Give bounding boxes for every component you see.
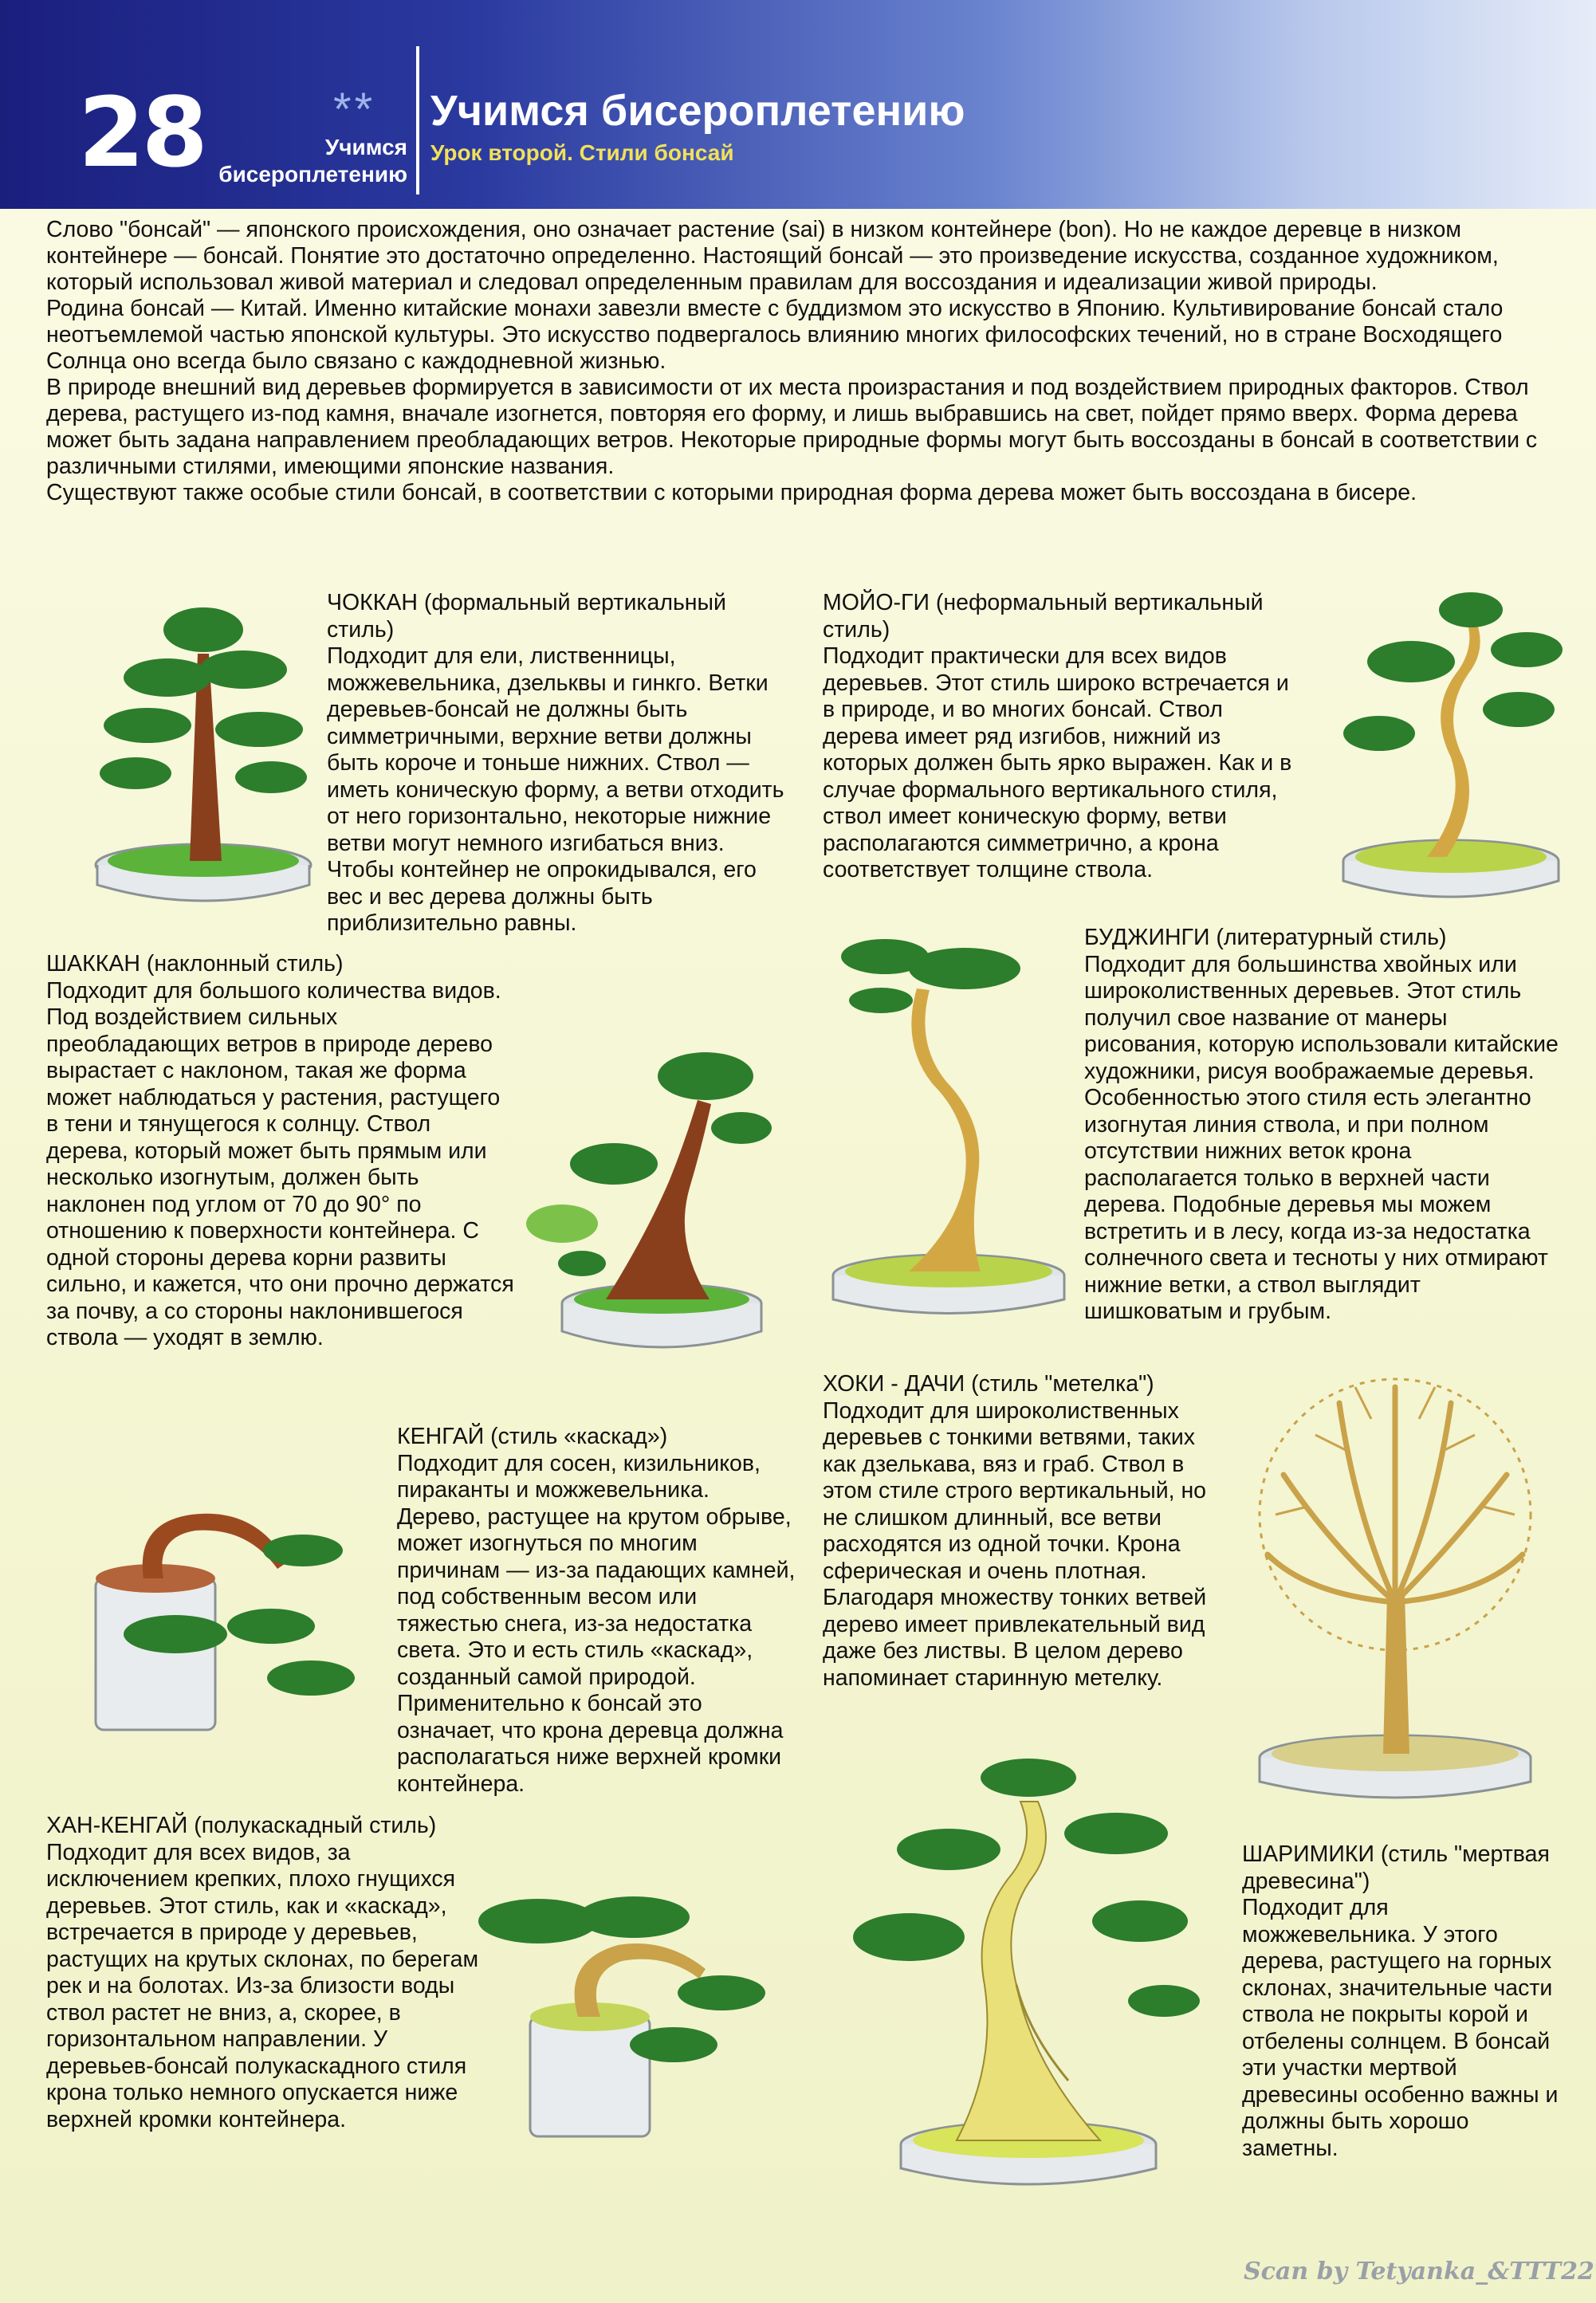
chokkan-tree-illustration (88, 582, 319, 909)
style-chokkan (327, 590, 797, 937)
series-label (188, 134, 407, 188)
decorative-stars: ** (333, 84, 376, 136)
series-label-line1: Учимся (324, 135, 407, 159)
style-bunjingi (1084, 925, 1563, 1326)
sharimiki-tree-illustration (829, 1746, 1228, 2200)
intro-paragraph: Родина бонсай — Китай. Именно китайские монахи завезли вместе с буддизмом это искусство в Японию. Культивирование бонсай стало неотъемлемой частью японской культуры. Это искусство подвергалось влиянию многих философских течений, но в стране Восходящего Солнца оно всегда было связано с каждодневной жизнью. (46, 296, 1504, 374)
style-bunjingi-text: БУДЖИНГИ (литературный стиль) Подходит для большинства хвойных или широколиственных деревьев. Этот стиль получил свое название от манеры рисования, которую использовали китайские художники, рисуя воображаемые деревья. Особенностью этого стиля есть элегантно изогнутая линия ствола, и при полном отсутствии нижних веток крона располагается только в верхней части дерева. Подобные деревья мы можем встретить и в лесу, когда из-за недостатка солнечного света и тесноты у них отмирают нижние ветки, а ствол выглядит шишковатым и грубым. (1084, 925, 1559, 1324)
intro-paragraph: В природе внешний вид деревьев формируется в зависимости от их места произрастания и под воздействием природных факторов. Ствол дерева, растущего из-под камня, вначале изогнется, повторяя его форму, и лишь выбравшись на свет, пойдет прямо вверх. Форма дерева может быть задана направлением преобладающих ветров. Некоторые природные формы могут быть воссозданы в бонсай в соответствии с различными стилями, имеющими японские названия. (46, 375, 1538, 479)
intro-paragraph: Слово "бонсай" — японского происхождения, оно означает растение (sai) в низком контейнере (bon). Но не каждое деревце в низком контейнере — бонсай. Понятие это достаточно определенно. Настоящий бонсай — это произведение искусства, созданное художником, который использовал живой материал и следовал определенным правилам для воссоздания и идеализации живой природы. (46, 217, 1499, 295)
header-divider (416, 46, 419, 195)
shakkan-tree-illustration (526, 1028, 773, 1371)
style-shakkan-text: ШАККАН (наклонный стиль) Подходит для большого количества видов. Под воздействием сильных преобладающих ветров в природе дерево вырастает с наклоном, такая же форма может наблюдаться у растения, растущего в тени и тянущегося к солнцу. Ствол дерева, который может быть прямым или несколько изогнутым, должен быть наклонен под углом от 70 до 90° по отношению к поверхности контейнера. С одной стороны дерева корни развиты сильно, и кажется, что они прочно держатся за почву, а со стороны наклонившегося ствола — уходят в землю. (46, 951, 514, 1350)
style-chokkan-text: ЧОККАН (формальный вертикальный стиль) Подходит для ели, лиственницы, можжевельника, дзельквы и гинкго. Ветки деревьев-бонсай не должны быть симметричными, верхние ветви должны быть короче и тоньше нижних. Ствол — иметь коническую форму, а ветви отходить от него горизонтально, некоторые нижние ветви могут немного изгибаться вниз. Чтобы контейнер не опрокидывался, его вес и вес дерева должны быть приблизительно равны. (327, 590, 784, 936)
style-moyogi (823, 590, 1293, 884)
hankengai-tree-illustration (466, 1873, 769, 2152)
intro-paragraph: Существуют также особые стили бонсай, в соответствии с которыми природная форма дерева может быть воссоздана в бисере. (46, 480, 1417, 505)
style-hokidachi-text: ХОКИ - ДАЧИ (стиль "метелка") Подходит для широколиственных деревьев с тонкими ветвями, таких как дзелькава, вяз и граб. Ствол в этом стиле строго вертикальный, но не слишком длинный, все ветви расходятся из одной точки. Крона сферическая и очень плотная. Благодаря множеству тонких ветвей дерево имеет привлекательный вид даже без листвы. В целом дерево напоминает старинную метелку. (823, 1371, 1207, 1691)
moyogi-tree-illustration (1331, 574, 1570, 909)
scan-signature: Scan by Tetyanka_&TTT22 (1244, 2258, 1594, 2285)
hokidachi-tree-illustration (1228, 1355, 1563, 1810)
page-header (0, 0, 1596, 209)
series-label-line2: бисероплетению (218, 162, 407, 187)
intro-text (46, 217, 1561, 506)
style-kengai (397, 1424, 796, 1798)
style-sharimiki-text: ШАРИМИКИ (стиль "мертвая древесина") Подходит для можжевельника. У этого дерева, растущего на горных склонах, значительные части ствола не покрыты корой и отбелены солнцем. В бонсай эти участки мертвой древесины особенно важны и должны быть хорошо заметны. (1242, 1841, 1559, 2161)
page-number: 28 (78, 78, 205, 189)
page-subtitle: Урок второй. Стили бонсай (430, 140, 734, 165)
kengai-tree-illustration (88, 1491, 383, 1738)
style-hankengai (46, 1813, 493, 2133)
style-kengai-text: КЕНГАЙ (стиль «каскад») Подходит для сосен, кизильников, пираканты и можжевельника. Дерево, растущее на крутом обрыве, может изогнуться по многим причинам — из-за падающих камней, под собственным весом или тяжестью снега, из-за недостатка света. Это и есть стиль «каскад», созданный самой природой. Применительно к бонсай это означает, что крона деревца должна располагаться ниже верхней кромки контейнера. (397, 1424, 796, 1797)
page-title: Учимся бисероплетению (430, 87, 965, 135)
style-hankengai-text: ХАН-КЕНГАЙ (полукаскадный стиль) Подходит для всех видов, за исключением крепких, плохо гнущихся деревьев. Этот стиль, как и «каскад», встречается в природе у деревьев, растущих на крутых склонах, по берегам рек и на болотах. Из-за близости воды ствол растет не вниз, а, скорее, в горизонтальном направлении. У деревьев-бонсай полукаскадного стиля крона только немного опускается ниже верхней кромки контейнера. (46, 1813, 479, 2132)
style-shakkan (46, 951, 517, 1352)
style-moyogi-text: МОЙО-ГИ (неформальный вертикальный стиль) Подходит практически для всех видов деревьев. Этот стиль широко встречается и в природе, и во многих бонсай. Ствол дерева имеет ряд изгибов, нижний из которых должен быть ярко выражен. Как и в случае формального вертикального стиля, ствол имеет коническую форму, ветви располагаются симметрично, а крона соответствует толщине ствола. (823, 590, 1292, 882)
bunjingi-tree-illustration (821, 925, 1076, 1323)
style-sharimiki (1242, 1841, 1561, 2162)
style-hokidachi (823, 1371, 1221, 1692)
